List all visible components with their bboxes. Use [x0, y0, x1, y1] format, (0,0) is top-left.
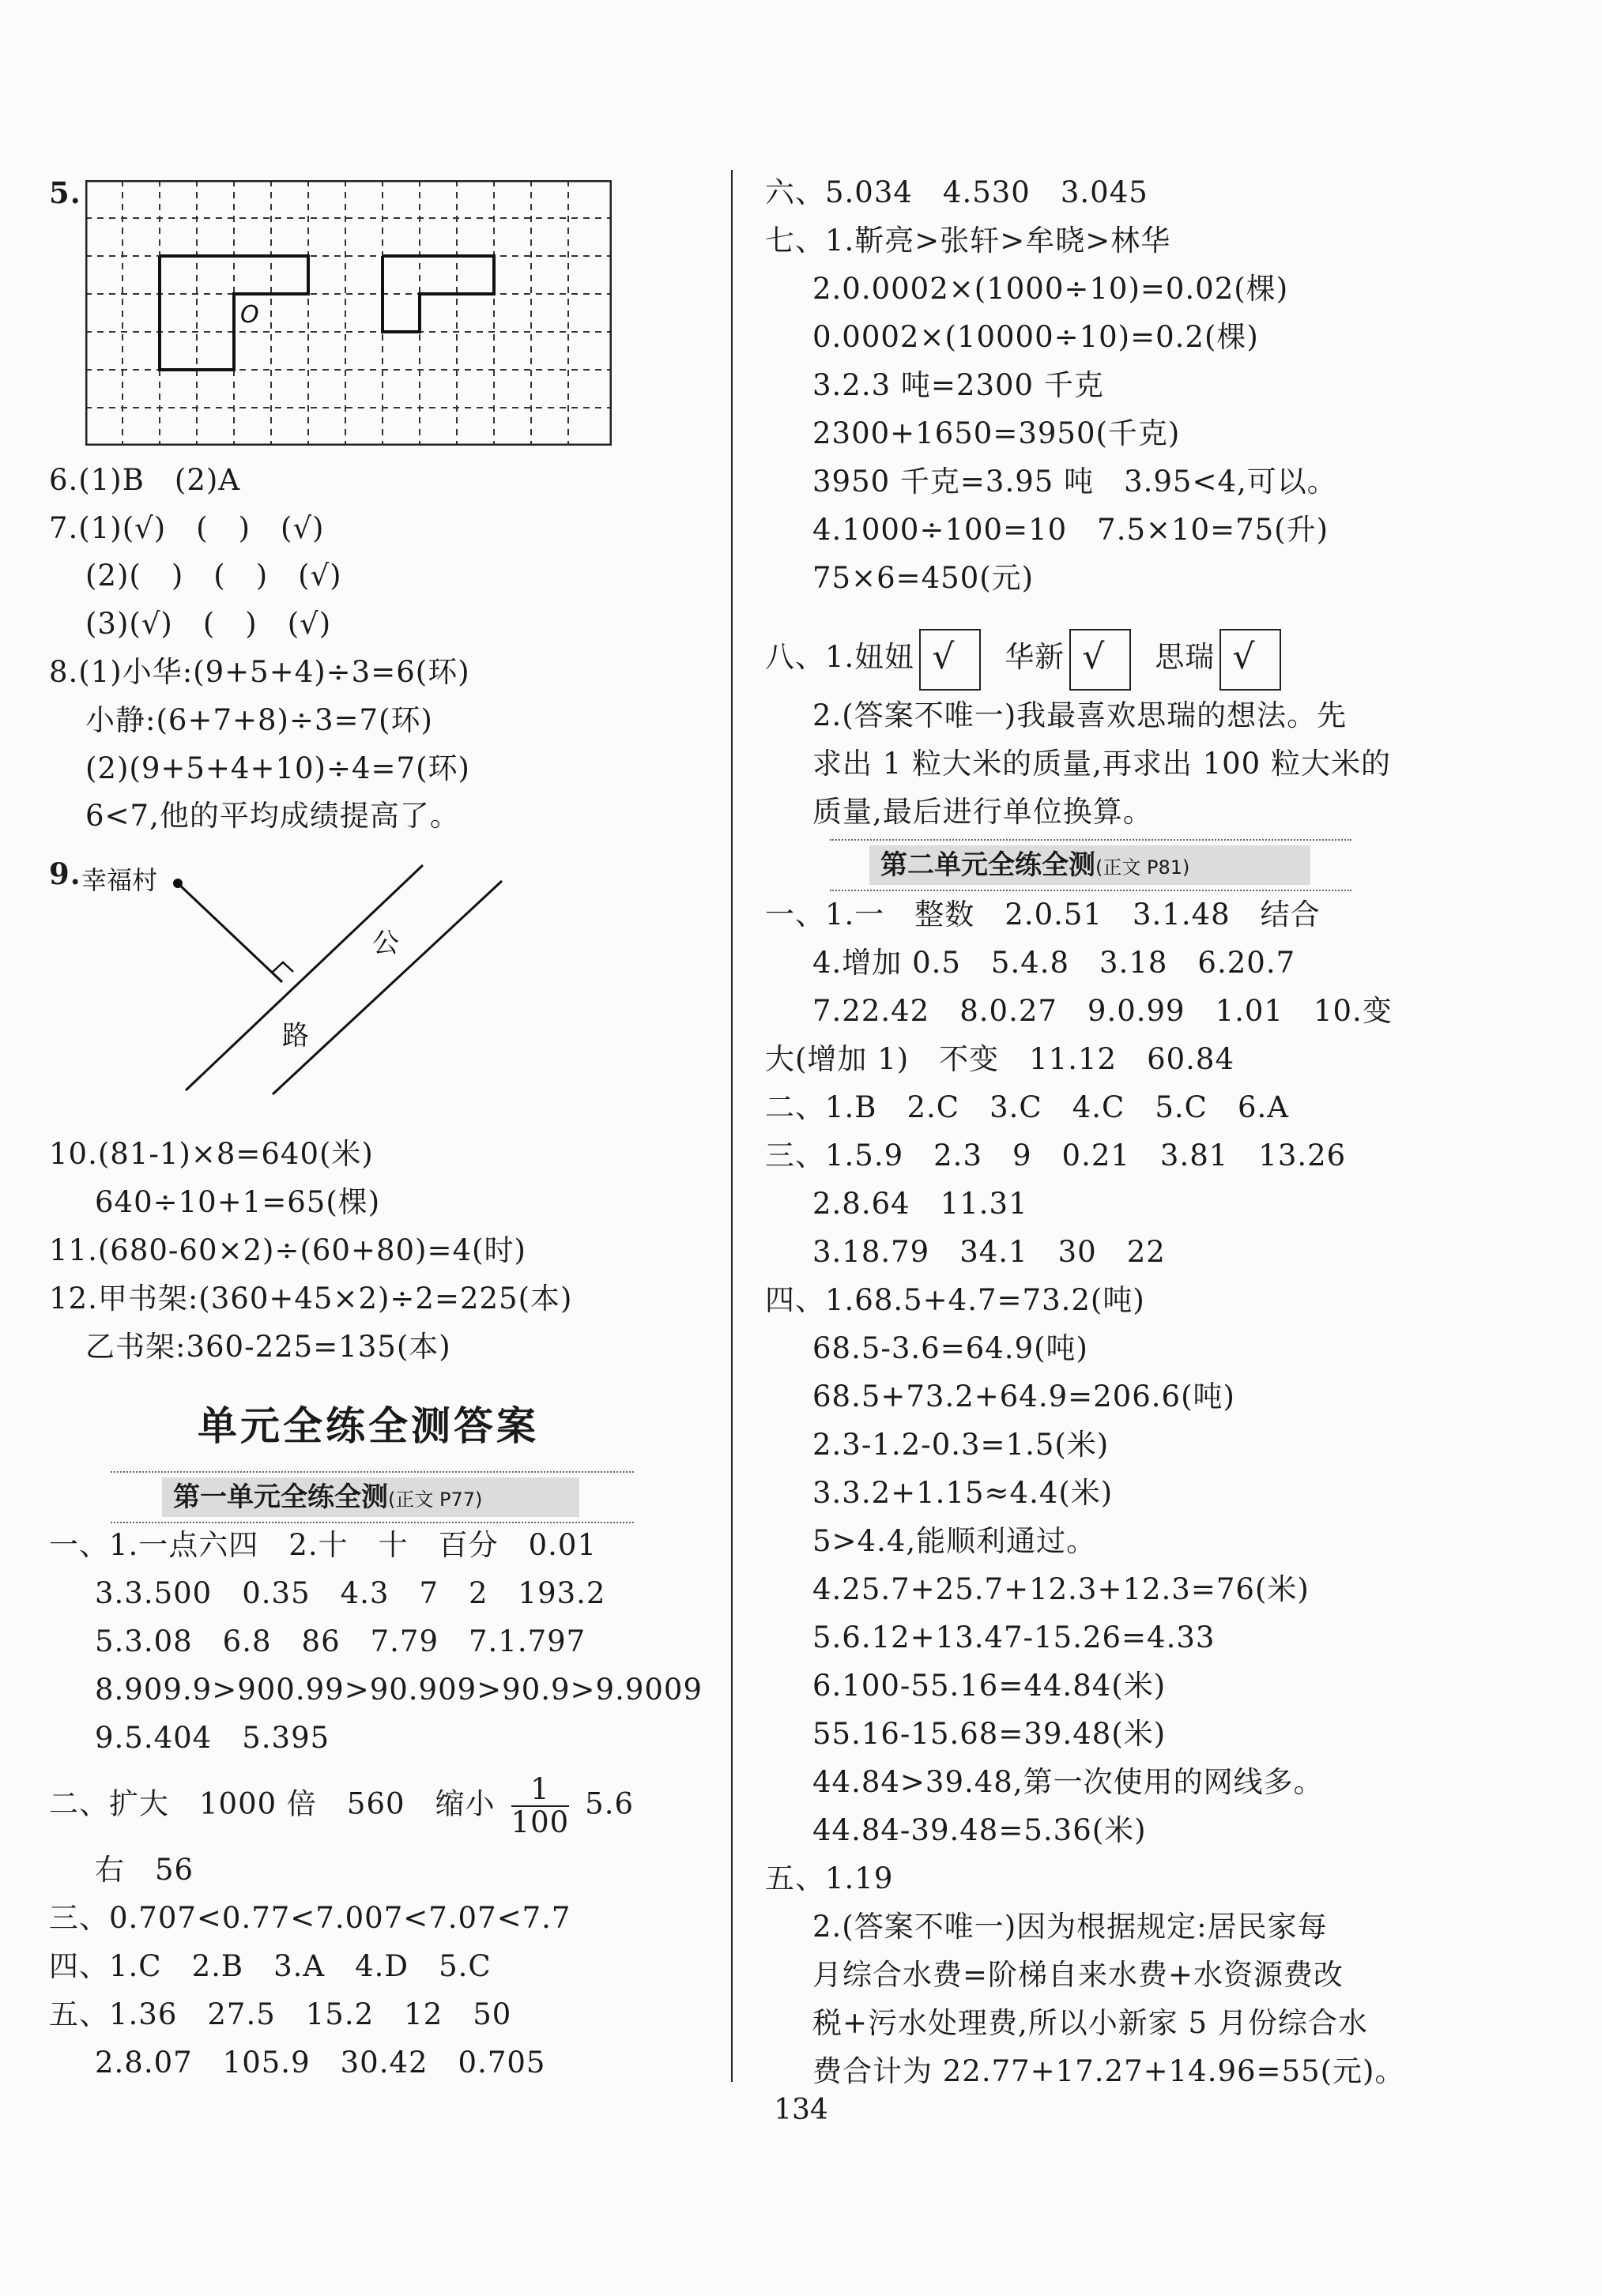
q7-line-1: 7.(1)(√) ( ) (√) [49, 511, 325, 545]
right-line-7: 3950 千克=3.95 吨 3.95<4,可以。 [812, 465, 1337, 499]
right-line-5: 3.2.3 吨=2300 千克 [812, 368, 1104, 402]
unit1-ref: (正文 P77) [388, 1489, 483, 1511]
q7-line-3: (3)(√) ( ) (√) [85, 607, 332, 641]
unit2-line-3: 7.22.42 8.0.27 9.0.99 1.01 10.变 [812, 994, 1393, 1028]
grid-figure [85, 180, 612, 446]
column-divider [731, 170, 733, 2082]
unit2-line-10: 68.5-3.6=64.9(吨) [812, 1331, 1088, 1365]
unit2-line-11: 68.5+73.2+64.9=206.6(吨) [812, 1379, 1235, 1413]
right-line-9: 75×6=450(元) [812, 561, 1035, 595]
check-mark-3: √ [1232, 636, 1256, 677]
name-3: 思瑞 [1155, 640, 1216, 674]
right-line-12: 求出 1 粒大米的质量,再求出 100 粒大米的 [812, 747, 1391, 781]
q12-line-2: 乙书架:360-225=135(本) [85, 1330, 451, 1364]
right-line-3: 2.0.0002×(1000÷10)=0.02(棵) [812, 272, 1289, 306]
q12-line-1: 12.甲书架:(360+45×2)÷2=225(本) [49, 1282, 573, 1315]
unit1-title: 第一单元全练全测 [173, 1481, 388, 1513]
right-line-8: 4.1000÷100=10 7.5×10=75(升) [812, 513, 1329, 547]
unit2-line-13: 3.3.2+1.15≈4.4(米) [812, 1476, 1114, 1510]
grid-lines [85, 180, 612, 446]
q5-label: 5. [49, 175, 81, 210]
right-line-10 [765, 626, 1305, 691]
unit2-line-7: 2.8.64 11.31 [812, 1187, 1028, 1221]
road-edge-upper [186, 865, 423, 1090]
unit1-line-3: 5.3.08 6.8 86 7.79 7.1.797 [95, 1624, 586, 1658]
q8-line-2: 小静:(6+7+8)÷3=7(环) [85, 703, 433, 737]
check-box-3 [1219, 629, 1281, 691]
unit1-line-6-tail: 5.6 [585, 1786, 635, 1821]
q11-line: 11.(680-60×2)÷(60+80)=4(时) [49, 1233, 526, 1267]
q8-line-4: 6<7,他的平均成绩提高了。 [85, 799, 460, 833]
q10-line-1: 10.(81-1)×8=640(米) [49, 1137, 374, 1171]
unit1-line-8: 三、0.707<0.77<7.007<7.07<7.7 [49, 1901, 571, 1935]
fraction-denominator: 100 [511, 1805, 570, 1839]
check-mark-1: √ [932, 636, 956, 677]
unit2-line-16: 5.6.12+13.47-15.26=4.33 [812, 1620, 1216, 1654]
unit2-line-17: 6.100-55.16=44.84(米) [812, 1669, 1167, 1703]
right-line-1: 六、5.034 4.530 3.045 [765, 175, 1148, 209]
unit2-line-9: 四、1.68.5+4.7=73.2(吨) [765, 1283, 1145, 1317]
unit2-line-22: 2.(答案不唯一)因为根据规定:居民家每 [812, 1910, 1328, 1944]
right-angle-mark [272, 962, 293, 973]
unit1-line-11: 2.8.07 105.9 30.42 0.705 [95, 2046, 546, 2080]
unit2-line-14: 5>4.4,能顺利通过。 [812, 1524, 1097, 1558]
section8-prefix: 八、1. [765, 640, 855, 674]
unit1-line-7: 右 56 [95, 1853, 194, 1887]
unit2-line-1: 一、1.一 整数 2.0.51 3.1.48 结合 [765, 898, 1321, 932]
unit1-line-9: 四、1.C 2.B 3.A 4.D 5.C [49, 1949, 492, 1983]
unit2-line-20: 44.84-39.48=5.36(米) [812, 1813, 1147, 1847]
q6-line: 6.(1)B (2)A [49, 463, 241, 497]
unit2-line-12: 2.3-1.2-0.3=1.5(米) [812, 1428, 1110, 1462]
q9-label: 9. [49, 856, 81, 891]
road-label-2: 路 [282, 1020, 309, 1052]
unit2-line-8: 3.18.79 34.1 30 22 [812, 1235, 1166, 1269]
unit2-line-2: 4.增加 0.5 5.4.8 3.18 6.20.7 [812, 946, 1296, 980]
unit2-title: 第二单元全练全测 [880, 849, 1095, 881]
right-line-6: 2300+1650=3950(千克) [812, 416, 1181, 450]
unit2-header [830, 839, 1351, 891]
unit2-line-6: 三、1.5.9 2.3 9 0.21 3.81 13.26 [765, 1139, 1347, 1172]
name-1: 妞妞 [854, 640, 915, 674]
unit2-header-band [869, 845, 1310, 885]
check-box-1 [919, 629, 981, 691]
unit2-line-21: 五、1.19 [765, 1861, 894, 1895]
q8-line-3: (2)(9+5+4+10)÷4=7(环) [85, 751, 470, 785]
perpendicular-path [178, 883, 282, 982]
unit1-header-band [162, 1477, 579, 1517]
unit1-line-6-text: 二、扩大 1000 倍 560 缩小 [49, 1786, 496, 1821]
grid-border [86, 181, 611, 445]
unit2-ref: (正文 P81) [1095, 856, 1190, 879]
unit1-line-10: 五、1.36 27.5 15.2 12 50 [49, 1997, 512, 2031]
q7-line-2: (2)( ) ( ) (√) [85, 559, 342, 593]
q10-line-2: 640÷10+1=65(棵) [95, 1185, 381, 1219]
unit2-line-15: 4.25.7+25.7+12.3+12.3=76(米) [812, 1572, 1310, 1606]
grid-point-label: O [240, 301, 259, 329]
unit2-line-18: 55.16-15.68=39.48(米) [812, 1717, 1167, 1751]
unit2-line-4: 大(增加 1) 不变 11.12 60.84 [765, 1042, 1235, 1076]
unit2-line-5: 二、1.B 2.C 3.C 4.C 5.C 6.A [765, 1090, 1289, 1124]
fraction [511, 1774, 570, 1839]
right-line-2: 七、1.靳亮>张轩>牟晓>林华 [765, 224, 1171, 258]
main-title: 单元全练全测答案 [198, 1403, 539, 1449]
unit1-line-6 [49, 1774, 634, 1839]
name-2: 华新 [1005, 640, 1065, 674]
unit1-header [111, 1471, 634, 1523]
unit1-line-2: 3.3.500 0.35 4.3 7 2 193.2 [95, 1576, 606, 1610]
road-edge-lower [273, 881, 502, 1094]
fraction-numerator: 1 [511, 1774, 570, 1807]
unit1-line-5: 9.5.404 5.395 [95, 1721, 330, 1755]
right-line-11: 2.(答案不唯一)我最喜欢思瑞的想法。先 [812, 698, 1348, 732]
check-box-2 [1069, 629, 1131, 691]
page-number: 134 [774, 2094, 828, 2126]
unit1-line-1: 一、1.一点六四 2.十 十 百分 0.01 [49, 1528, 597, 1562]
check-mark-2: √ [1082, 636, 1106, 677]
village-label: 幸福村 [81, 865, 158, 895]
road-figure [75, 857, 518, 1102]
shape-original [160, 256, 308, 370]
unit1-line-4: 8.909.9>900.99>90.909>90.9>9.9009 [95, 1673, 703, 1707]
unit2-line-23: 月综合水费=阶梯自来水费+水资源费改 [812, 1958, 1344, 1992]
road-label-1: 公 [372, 928, 399, 959]
right-line-4: 0.0002×(10000÷10)=0.2(棵) [812, 320, 1259, 354]
right-line-13: 质量,最后进行单位换算。 [812, 795, 1153, 829]
q8-line-1: 8.(1)小华:(9+5+4)÷3=6(环) [49, 655, 470, 689]
unit2-line-19: 44.84>39.48,第一次使用的网线多。 [812, 1765, 1324, 1799]
unit2-line-25: 费合计为 22.77+17.27+14.96=55(元)。 [812, 2054, 1405, 2088]
unit2-line-24: 税+污水处理费,所以小新家 5 月份综合水 [812, 2006, 1368, 2040]
